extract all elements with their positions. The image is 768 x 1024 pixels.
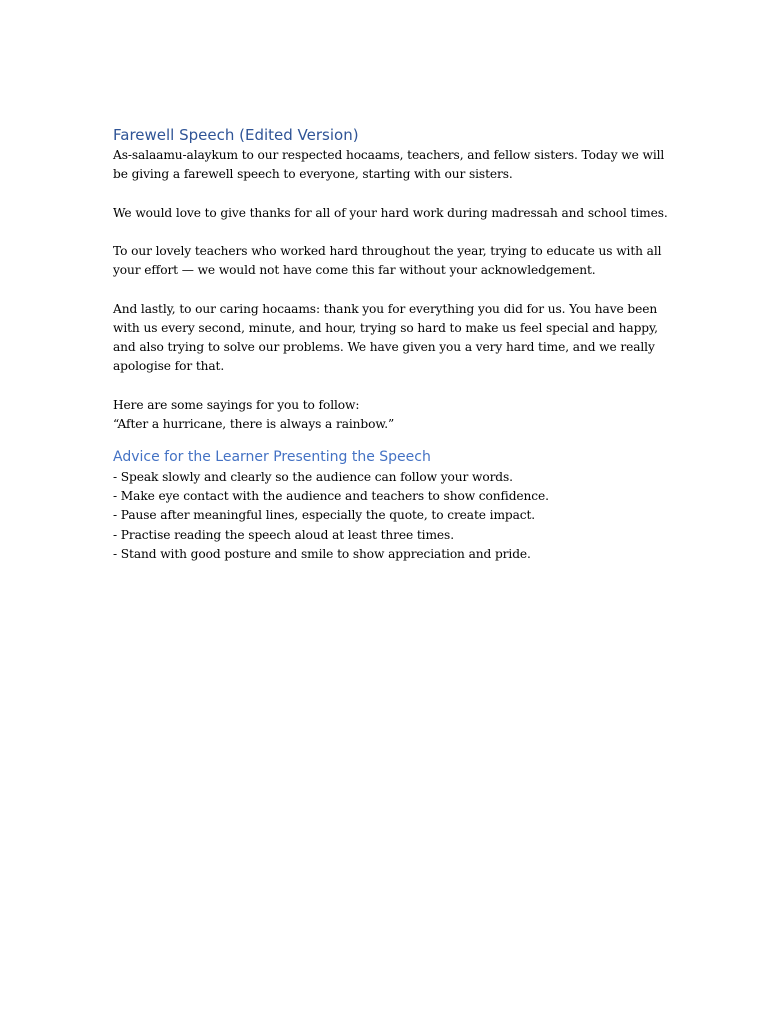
paragraph-line: with us every second, minute, and hour, trying so hard to make us feel special and happy, [113, 320, 658, 335]
list-item: - Stand with good posture and smile to show appreciation and pride. [113, 546, 531, 561]
speech-paragraph-3 [113, 242, 662, 280]
paragraph-line: We would love to give thanks for all of your hard work during madressah and school times. [113, 205, 668, 220]
list-item: - Speak slowly and clearly so the audience can follow your words. [113, 469, 513, 484]
advice-list [113, 468, 658, 564]
speech-paragraph-1 [113, 146, 665, 184]
paragraph-line: apologise for that. [113, 359, 225, 374]
paragraph-line: and also trying to solve our problems. We have given you a very hard time, and we really [113, 339, 655, 354]
paragraph-line: As-salaamu-alaykum to our respected hocaams, teachers, and fellow sisters. Today we will [113, 148, 665, 162]
speech-paragraph-2 [113, 204, 668, 223]
paragraph-line: Here are some sayings for you to follow: [113, 397, 360, 412]
list-item: - Pause after meaningful lines, especially the quote, to create impact. [113, 508, 536, 523]
paragraph-line: And lastly, to our caring hocaams: thank you for everything you did for us. You have been [113, 301, 658, 316]
list-item: - Practise reading the speech aloud at least three times. [113, 527, 454, 542]
paragraph-line: your effort — we would not have come this far without your acknowledgement. [113, 263, 596, 278]
speech-paragraph-4 [113, 300, 658, 377]
advice-heading: Advice for the Learner Presenting the Speech [113, 448, 431, 465]
paragraph-line: To our lovely teachers who worked hard throughout the year, trying to educate us with all [113, 243, 662, 258]
paragraph-line: be giving a farewell speech to everyone, starting with our sisters. [113, 167, 513, 182]
quote-line: “After a hurricane, there is always a rainbow.” [113, 416, 395, 431]
speech-paragraph-5 [113, 396, 658, 434]
list-item: - Make eye contact with the audience and teachers to show confidence. [113, 489, 549, 504]
document-title: Farewell Speech (Edited Version) [113, 126, 359, 144]
document-page [113, 124, 668, 564]
